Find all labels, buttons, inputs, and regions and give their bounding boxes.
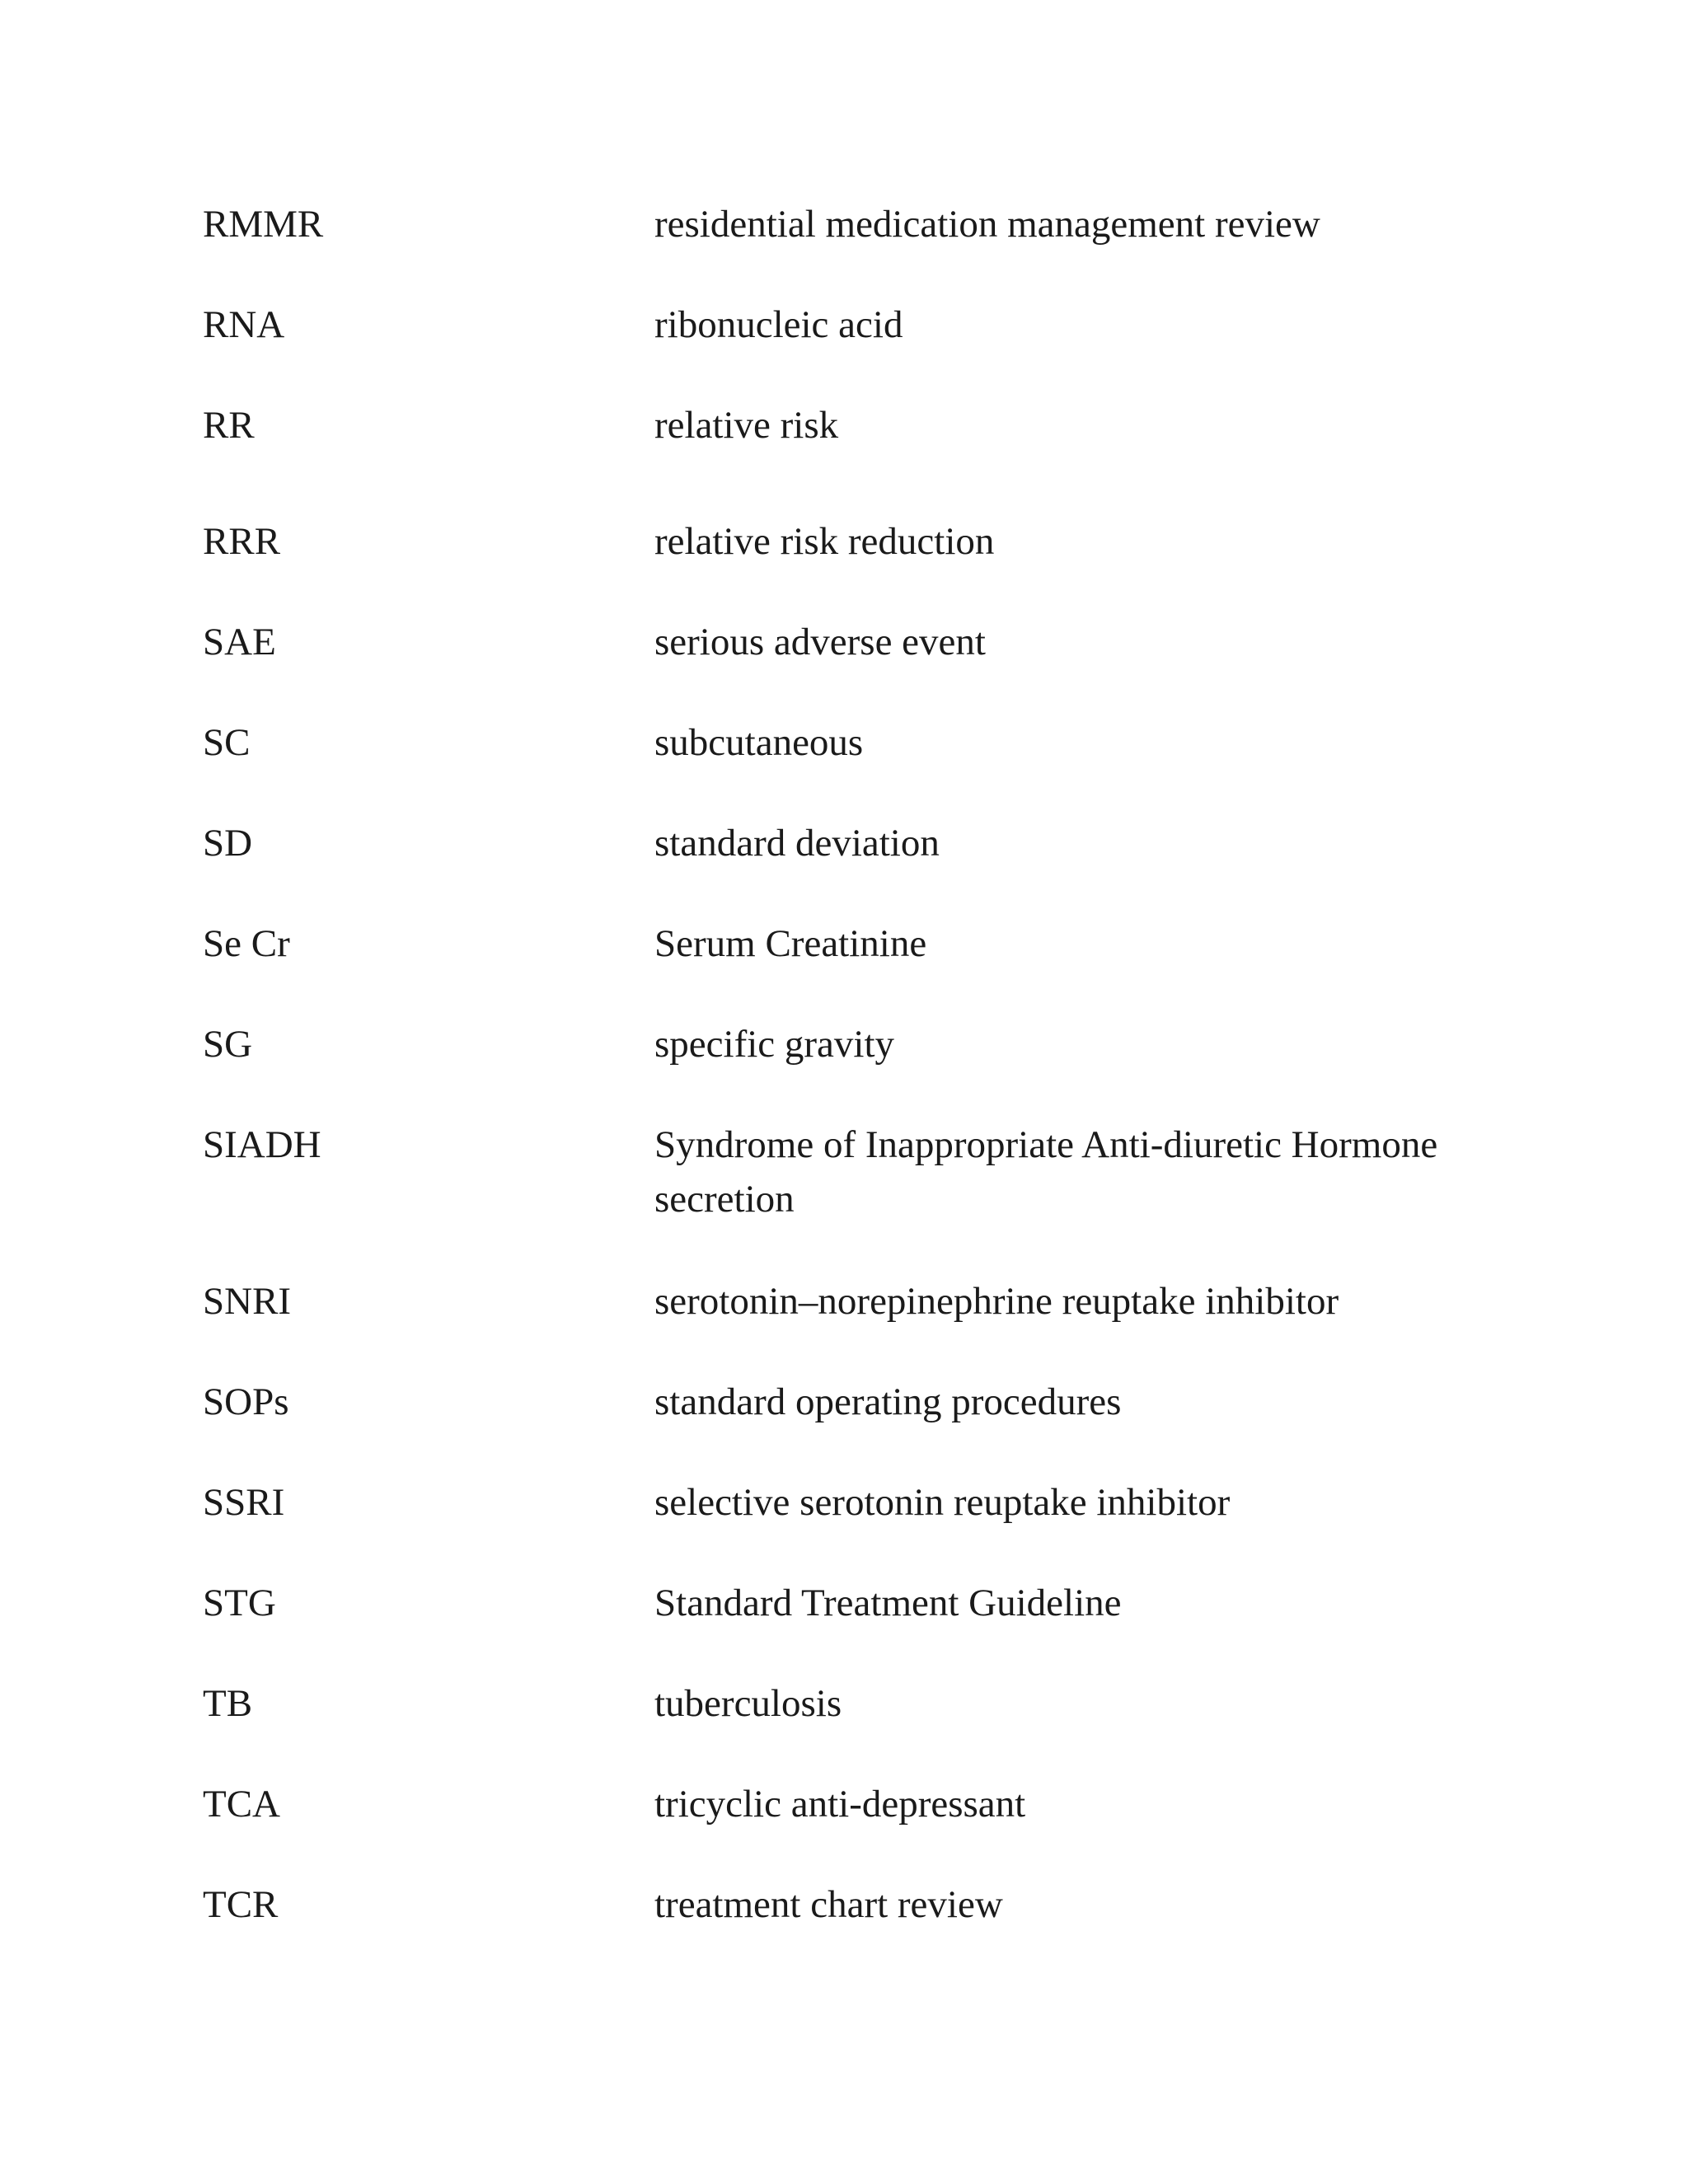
definition: selective serotonin reuptake inhibitor	[654, 1481, 1231, 1524]
definition: tuberculosis	[654, 1682, 842, 1725]
abbreviation: SC	[203, 721, 251, 764]
definition: subcutaneous	[654, 721, 864, 764]
definition: residential medication management review	[654, 203, 1320, 246]
definition: serious adverse event	[654, 621, 986, 663]
abbreviation: SD	[203, 822, 253, 865]
definition: Standard Treatment Guideline	[654, 1582, 1122, 1624]
definition: specific gravity	[654, 1023, 895, 1066]
abbreviation: SOPs	[203, 1380, 289, 1423]
abbreviation: TCA	[203, 1783, 280, 1825]
definition: Syndrome of Inappropriate Anti-diuretic Hormone secretion	[654, 1123, 1438, 1221]
definition: standard operating procedures	[654, 1380, 1122, 1423]
abbreviation: RMMR	[203, 203, 324, 246]
abbreviation: SG	[203, 1023, 253, 1066]
abbreviation: TCR	[203, 1883, 279, 1926]
abbreviation: Se Cr	[203, 922, 290, 965]
abbreviation: SIADH	[203, 1123, 321, 1166]
abbreviation: RRR	[203, 520, 281, 563]
definition: relative risk reduction	[654, 520, 995, 563]
abbreviation: TB	[203, 1682, 253, 1725]
definition: ribonucleic acid	[654, 303, 903, 346]
definition: relative risk	[654, 404, 839, 447]
definition: treatment chart review	[654, 1883, 1003, 1926]
abbreviation: SNRI	[203, 1280, 292, 1323]
abbreviation: STG	[203, 1582, 276, 1624]
abbreviation: SSRI	[203, 1481, 285, 1524]
definition: standard deviation	[654, 822, 940, 865]
definition: serotonin–norepinephrine reuptake inhibitor	[654, 1280, 1339, 1323]
definition: Serum Creatinine	[654, 922, 927, 965]
definition: tricyclic anti-depressant	[654, 1783, 1026, 1825]
abbreviation: RR	[203, 404, 255, 447]
abbreviation: RNA	[203, 303, 285, 346]
abbreviation: SAE	[203, 621, 276, 663]
